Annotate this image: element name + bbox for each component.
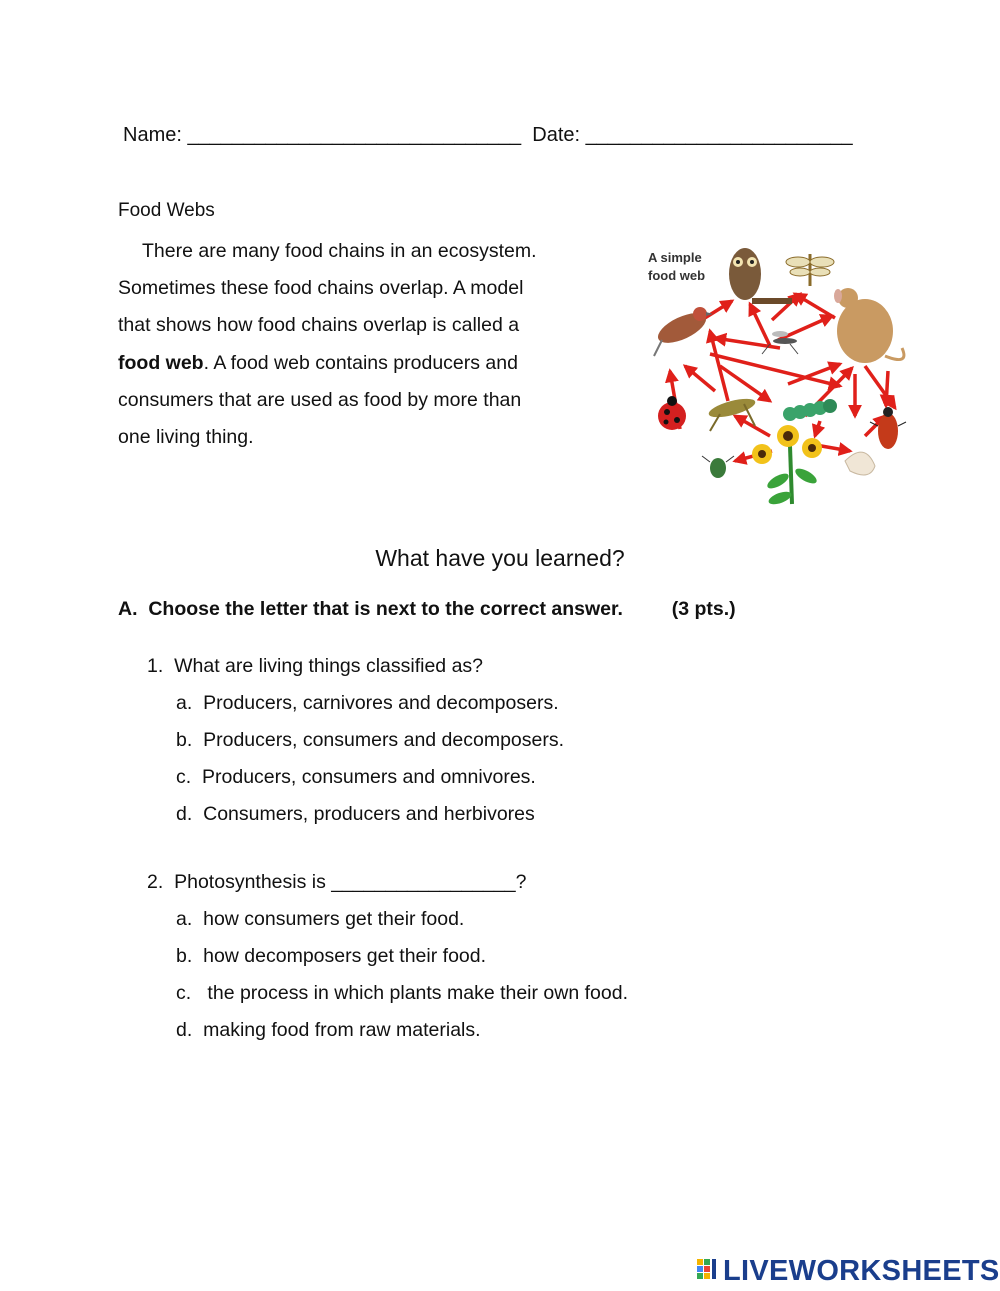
owl-icon: [729, 248, 792, 304]
q2-option-c[interactable]: c. the process in which plants make their own food.: [176, 982, 628, 1004]
brand-name: LIVEWORKSHEETS: [723, 1254, 1000, 1287]
question-number: 1.: [147, 655, 164, 677]
intro-paragraph: [118, 233, 588, 456]
figure-caption-line-1: A simple: [648, 250, 702, 265]
q2-option-a[interactable]: a. how consumers get their food.: [176, 908, 465, 930]
dragonfly-icon: [786, 254, 834, 286]
q2-option-d[interactable]: d. making food from raw materials.: [176, 1019, 481, 1041]
question-number: 2.: [147, 871, 164, 893]
name-label: Name:: [123, 124, 182, 146]
bird-icon: [654, 307, 713, 356]
q1-option-b[interactable]: b. Producers, consumers and decomposers.: [176, 729, 565, 751]
liveworksheets-logo-icon: [697, 1257, 721, 1285]
mouse-icon: [834, 288, 904, 363]
liveworksheets-brand: [697, 1254, 1000, 1288]
q1-option-c[interactable]: c. Producers, consumers and omnivores.: [176, 766, 536, 788]
question-2: [147, 871, 526, 894]
part-a-instruction: [118, 598, 736, 621]
small-insect-icon: [702, 456, 734, 478]
figure-caption-line-2: food web: [648, 268, 706, 283]
sunflower-plant-icon: [752, 425, 822, 507]
intro-line-3: that shows how food chains overlap is called a: [118, 314, 520, 337]
q1-option-d[interactable]: d. Consumers, producers and herbivores: [176, 803, 535, 825]
part-a-points: (3 pts.): [671, 598, 736, 620]
intro-line-1: There are many food chains in an ecosystem.: [142, 240, 537, 262]
section-title: Food Webs: [118, 200, 215, 221]
name-blank[interactable]: ______________________________: [187, 124, 522, 146]
ladybug-icon: [658, 396, 686, 430]
name-date-line: [123, 124, 853, 147]
q1-option-a[interactable]: a. Producers, carnivores and decomposers.: [176, 692, 559, 714]
date-blank[interactable]: ________________________: [585, 124, 853, 146]
q2-option-b[interactable]: b. how decomposers get their food.: [176, 945, 487, 967]
intro-line-4: [118, 345, 588, 382]
intro-line-6: one living thing.: [118, 426, 254, 449]
food-web-term: food web: [118, 351, 204, 374]
part-a-label: A. Choose the letter that is next to the correct answer.: [118, 598, 623, 620]
intro-line-4-rest: . A food web contains producers and: [203, 351, 518, 374]
intro-line-5: consumers that are used as food by more than: [118, 388, 522, 411]
question-1: [147, 655, 483, 678]
question-text: What are living things classified as?: [174, 655, 484, 677]
question-text: Photosynthesis is _________________?: [174, 871, 527, 893]
caterpillar-icon: [783, 399, 837, 421]
food-web-illustration: [640, 236, 920, 514]
grub-icon: [845, 452, 875, 475]
quiz-heading: What have you learned?: [375, 545, 625, 571]
intro-line-2: Sometimes these food chains overlap. A model: [118, 277, 524, 300]
date-label: Date:: [532, 124, 581, 146]
